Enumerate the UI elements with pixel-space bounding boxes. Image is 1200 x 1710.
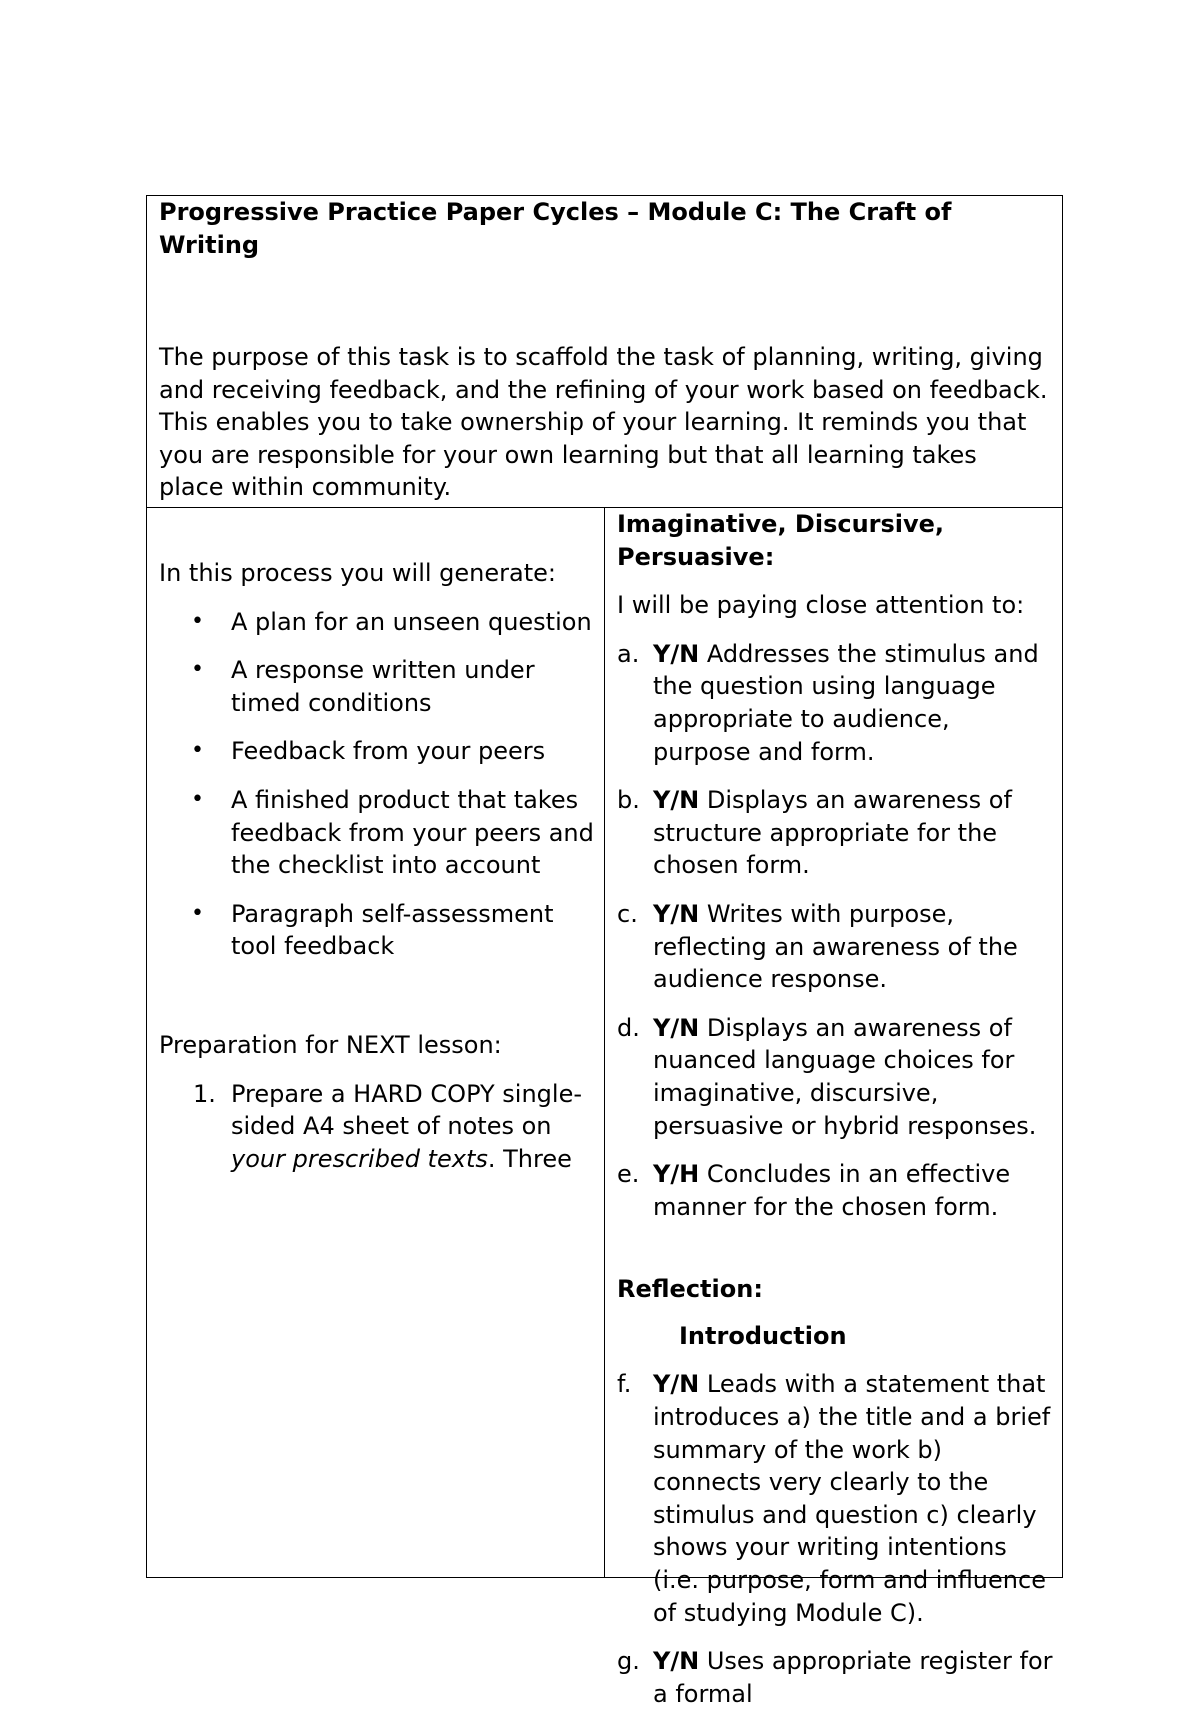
yes-no-flag: Y/N — [653, 1013, 700, 1042]
yes-no-flag: Y/N — [653, 639, 700, 668]
list-item: • Feedback from your peers — [231, 735, 596, 768]
criteria-heading: Imaginative, Discursive, Persuasive: — [617, 510, 945, 571]
bullet-icon: • — [191, 738, 204, 764]
reflection-heading: Reflection: — [617, 1275, 763, 1304]
list-item: • A plan for an unseen question — [231, 606, 596, 639]
emphasis-text: your prescribed texts — [231, 1144, 488, 1173]
bullet-icon: • — [191, 786, 204, 812]
list-item: g. Y/N Uses appropriate register for a formal — [617, 1647, 1053, 1708]
header-cell — [147, 196, 1063, 508]
prep-heading: Preparation for NEXT lesson: — [159, 1030, 502, 1059]
attention-line: I will be paying close attention to: — [617, 591, 1025, 620]
list-item: c. Y/N Writes with purpose, reflecting an awareness of the audience response. — [617, 899, 1018, 994]
document-title: Progressive Practice Paper Cycles – Module C: The Craft of Writing — [159, 198, 952, 259]
worksheet-table — [146, 195, 1063, 1708]
list-item: • Paragraph self-assessment tool feedback — [191, 899, 554, 961]
criteria-list — [617, 638, 1054, 1224]
yes-no-flag: Y/H — [653, 1160, 700, 1189]
introduction-heading: Introduction — [679, 1321, 847, 1350]
list-item: • A response written under timed conditions — [191, 656, 535, 717]
bullet-icon: • — [191, 608, 204, 634]
process-intro: In this process you will generate: — [159, 559, 556, 587]
list-item: d. Y/N Displays an awareness of nuanced language choices for imaginative, discursive, persuasive or hybrid responses. — [617, 1013, 1037, 1140]
list-item: 1. Prepare a HARD COPY single-sided A4 sheet of notes on your prescribed texts. Three — [193, 1079, 583, 1173]
deliverables-list — [159, 606, 596, 963]
bullet-icon: • — [191, 900, 204, 926]
yes-no-flag: Y/N — [653, 786, 700, 815]
bullet-icon: • — [191, 657, 204, 683]
list-item: b. Y/N Displays an awareness of structure appropriate for the chosen form. — [617, 786, 1012, 880]
yes-no-flag: Y/N — [653, 1647, 700, 1676]
list-item: e. Y/H Concludes in an effective manner for the chosen form. — [617, 1160, 1011, 1221]
list-item: a. Y/N Addresses the stimulus and the question using language appropriate to audience, purpose and form. — [617, 639, 1039, 766]
prep-list — [159, 1078, 596, 1176]
list-item: f. Y/N Leads with a statement that introduces a) the title and a brief summary of the work b) connects very clearly to the stimulus and question c) clearly shows your writing intentions (i.e. purpose, form and influence of studying Module C). — [617, 1370, 1051, 1627]
yes-no-flag: Y/N — [653, 1370, 700, 1399]
right-column-cell — [605, 508, 1063, 1708]
yes-no-flag: Y/N — [653, 899, 700, 928]
purpose-paragraph: The purpose of this task is to scaffold the task of planning, writing, giving and receiving feedback, and the refining of your work based on feedback. This enables you to take ownership of your learning. It reminds you that you are responsible for your own learning but that all learning takes place within community. — [159, 343, 1048, 502]
list-item: • A finished product that takes feedback from your peers and the checklist into account — [191, 785, 594, 880]
left-column-cell — [147, 508, 605, 1578]
introduction-criteria-list — [617, 1368, 1054, 1710]
list-number: 1. — [193, 1079, 216, 1108]
